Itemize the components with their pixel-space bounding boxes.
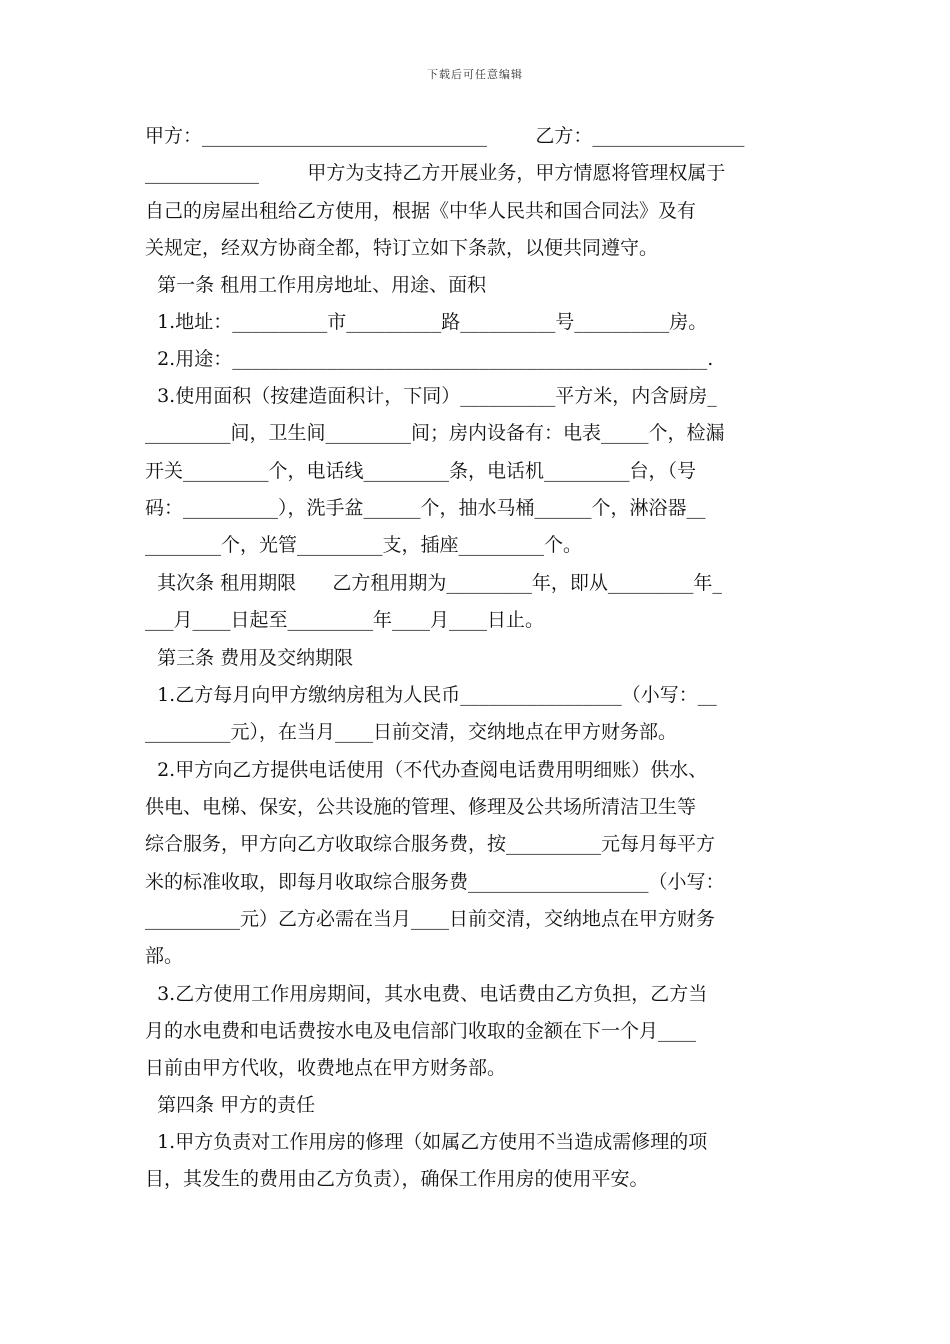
text-line: 1.乙方每月向甲方缴纳房租为人民币_________________（小写：__ (145, 684, 717, 706)
text-line: ____________ 甲方为支持乙方开展业务，甲方情愿将管理权属于 (145, 162, 726, 184)
text-line: 目，其发生的费用由乙方负责），确保工作用房的使用平安。 (145, 1168, 649, 1190)
text-line: 供电、电梯、保安，公共设施的管理、修理及公共场所清洁卫生等 (145, 796, 697, 818)
text-line: 月的水电费和电话费按水电及电信部门收取的金额在下一个月____ (145, 1020, 697, 1042)
text-line: _________间，卫生间_________间；房内设备有：电表_____个，检漏 (145, 422, 725, 444)
text-line: 2.甲方向乙方提供电话使用（不代办查阅电话费用明细账）供水、 (145, 759, 708, 781)
text-line: 甲方：______________________________ 乙方：________________ (145, 125, 745, 147)
text-line: 2.用途：__________________________________________________. (145, 348, 714, 370)
section-heading: 第四条 甲方的责任 (145, 1094, 316, 1116)
text-line: __________元）乙方必需在当月____日前交清，交纳地点在甲方财务 (145, 908, 716, 930)
section-heading: 第三条 费用及交纳期限 (145, 647, 354, 669)
text-line: 1.地址：__________市__________路__________号__________房。 (145, 311, 708, 333)
text-line: 关规定，经双方协商全都，特订立如下条款，以便共同遵守。 (145, 237, 659, 259)
section-heading: 第一条 租用工作用房地址、用途、面积 (145, 274, 487, 296)
text-line: ___月____日起至_________年____月____日止。 (145, 609, 545, 631)
text-line: _________元），在当月____日前交清，交纳地点在甲方财务部。 (145, 721, 678, 743)
page-header: 下载后可任意编辑 (427, 68, 523, 81)
text-line: 码：__________），洗手盆______个，抽水马桶______个，淋浴器__ (145, 497, 706, 519)
text-line: 自己的房屋出租给乙方使用，根据《中华人民共和国合同法》及有 (145, 200, 697, 222)
text-line: 米的标准收取，即每月收取综合服务费___________________（小写： (145, 871, 725, 893)
text-line: 开关_________个，电话线_________条，电话机_________台，（号 (145, 460, 697, 482)
text-line: 部。 (145, 945, 184, 967)
text-line: 3.使用面积（按建造面积计，下同）__________平方米，内含厨房_ (145, 385, 717, 407)
text-line: ________个，光管_________支，插座_________个。 (145, 534, 583, 556)
section-heading: 其次条 租用期限 乙方租用期为_________年，即从_________年_ (145, 572, 722, 594)
text-line: 日前由甲方代收，收费地点在甲方财务部。 (145, 1057, 507, 1079)
text-line: 3.乙方使用工作用房期间，其水电费、电话费由乙方负担，乙方当 (145, 983, 708, 1005)
text-line: 综合服务，甲方向乙方收取综合服务费，按__________元每月每平方 (145, 833, 716, 855)
text-line: 1.甲方负责对工作用房的修理（如属乙方使用不当造成需修理的项 (145, 1131, 708, 1153)
